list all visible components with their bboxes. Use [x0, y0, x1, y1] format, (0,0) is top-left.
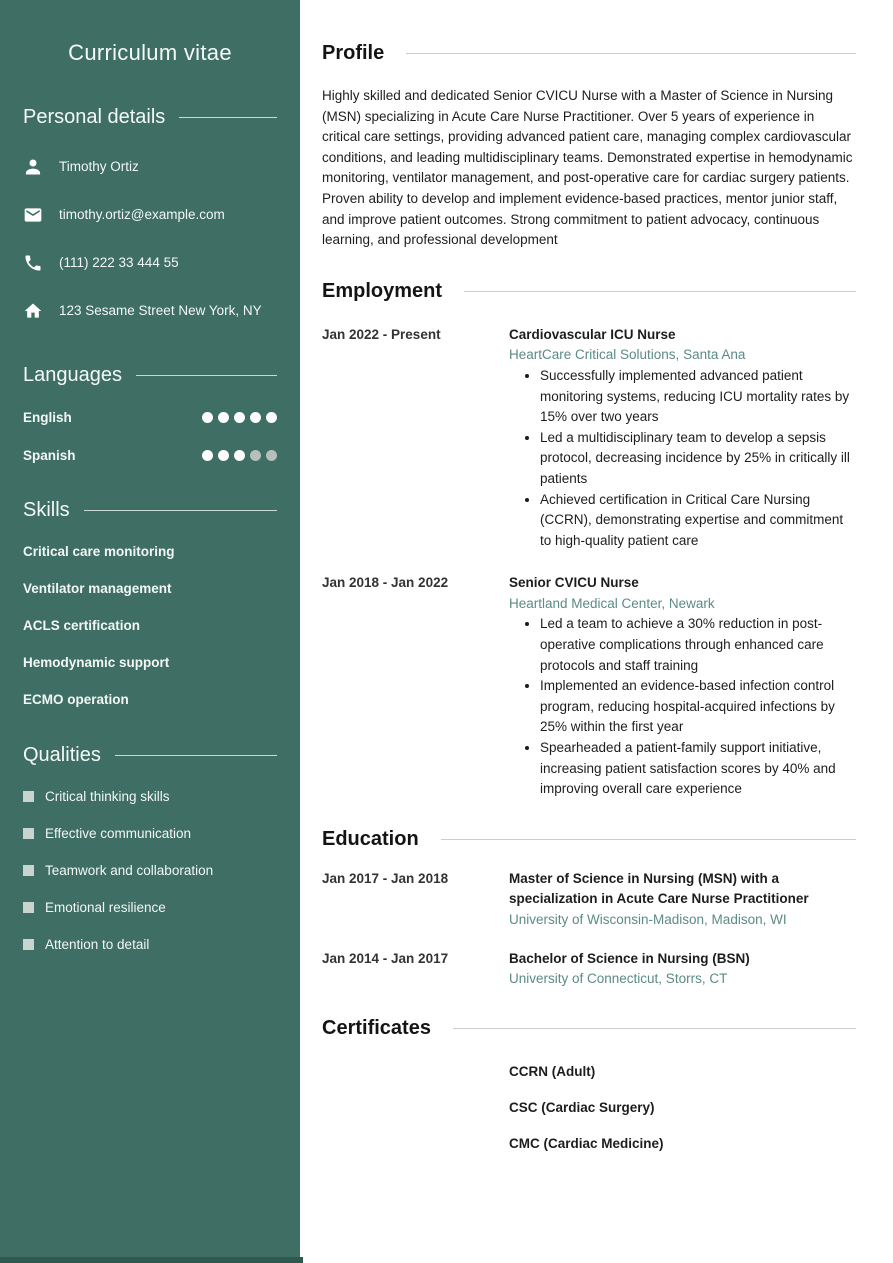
personal-detail-email [23, 205, 277, 225]
education-dates: Jan 2014 - Jan 2017 [322, 950, 449, 966]
skill-item: Critical care monitoring [23, 544, 175, 559]
education-heading-label: Education [322, 827, 419, 850]
skill-item: ACLS certification [23, 618, 141, 633]
education-dates: Jan 2017 - Jan 2018 [322, 870, 449, 886]
profile-heading-label: Profile [322, 42, 385, 64]
certificates-heading-label: Certificates [322, 1016, 431, 1039]
quality-item [23, 826, 277, 841]
main-content [322, 0, 856, 1152]
job-bullet: • Led a multidisciplinary team to develop a sepsis protocol, decreasing incidence by 25% in critically ill patients [540, 428, 856, 490]
cv-title: Curriculum vitae [68, 40, 232, 65]
company-name: HeartCare Critical Solutions, Santa Ana [509, 347, 746, 363]
education-entry-body [509, 869, 856, 931]
certificates-dates-spacer [322, 1040, 509, 1152]
heading-rule [441, 839, 856, 840]
skill-item: Ventilator management [23, 581, 172, 596]
qualities-heading-label: Qualities [23, 744, 101, 766]
home-icon [23, 301, 43, 321]
heading-rule [136, 375, 277, 376]
language-name: Spanish [23, 448, 76, 463]
job-bullet-list [509, 614, 856, 799]
personal-detail-address [23, 301, 277, 321]
certificate-list [509, 1040, 856, 1152]
heading-rule [453, 1028, 856, 1029]
school-name: University of Connecticut, Storrs, CT [509, 971, 728, 987]
square-bullet-icon [23, 828, 34, 839]
personal-detail-phone [23, 253, 277, 273]
language-name: English [23, 410, 72, 425]
employment-dates: Jan 2022 - Present [322, 326, 441, 342]
heading-rule [115, 755, 277, 756]
level-dot [218, 412, 229, 423]
quality-item [23, 900, 277, 915]
skills-heading-label: Skills [23, 499, 70, 521]
personal-details-heading-label: Personal details [23, 106, 166, 128]
personal-detail-text: (111) 222 33 444 55 [59, 255, 179, 270]
certificate-item: CMC (Cardiac Medicine) [509, 1135, 664, 1151]
square-bullet-icon [23, 939, 34, 950]
quality-item [23, 863, 277, 878]
quality-item [23, 937, 277, 952]
employment-entry-body [509, 573, 856, 800]
quality-text: Critical thinking skills [45, 789, 170, 804]
profile-text: Highly skilled and dedicated Senior CVICU Nurse with a Master of Science in Nursing (MSN) specializing in Acute Care Nurse Practitioner. Over 5 years of experience in critical care settings, providing advanced patient care, managing complex cardiovascular conditions, and leading multidisciplinary teams. Demonstrated expertise in hemodynamic monitoring, ventilator management, and post-operative care for cardiac surgery patients. Proven ability to develop and implement evidence-based practices, mentor junior staff, and improve patient outcomes. Strong commitment to patient advocacy, continuous learning, and professional development [322, 88, 853, 248]
degree-title: Bachelor of Science in Nursing (BSN) [509, 950, 750, 966]
level-dot [234, 412, 245, 423]
qualities-heading [23, 744, 277, 767]
level-dot [218, 450, 229, 461]
school-name: University of Wisconsin-Madison, Madison, WI [509, 912, 787, 927]
personal-detail-text: timothy.ortiz@example.com [59, 207, 225, 222]
skills-heading [23, 499, 277, 522]
languages-heading-label: Languages [23, 364, 122, 386]
personal-detail-text: Timothy Ortiz [59, 159, 139, 174]
degree-title: Master of Science in Nursing (MSN) with a specialization in Acute Care Nurse Practitioner [509, 870, 809, 907]
job-bullet: • Led a team to achieve a 30% reduction in post-operative complications through enhanced care protocols and staff training [540, 614, 856, 676]
level-dot [250, 412, 261, 423]
language-level-dots [202, 412, 277, 423]
personal-details-heading [23, 106, 277, 129]
language-row [23, 448, 277, 463]
job-title: Cardiovascular ICU Nurse [509, 326, 676, 342]
job-bullet: • Implemented an evidence-based infection control program, reducing hospital-acquired infections by 25% within the first year [540, 676, 856, 738]
square-bullet-icon [23, 865, 34, 876]
quality-text: Effective communication [45, 826, 192, 841]
quality-item [23, 789, 277, 804]
job-bullet-list [509, 366, 856, 551]
education-heading [322, 828, 856, 851]
heading-rule [464, 291, 856, 292]
job-title: Senior CVICU Nurse [509, 575, 639, 591]
job-bullet: • Successfully implemented advanced patient monitoring systems, reducing ICU mortality rates by 15% over two years [540, 366, 856, 428]
quality-text: Attention to detail [45, 937, 150, 952]
skill-item: ECMO operation [23, 692, 129, 707]
level-dot [266, 412, 277, 423]
square-bullet-icon [23, 791, 34, 802]
employment-entry [322, 325, 856, 552]
sidebar-bottom-strip [0, 1257, 303, 1263]
quality-text: Emotional resilience [45, 900, 166, 915]
education-entry [322, 869, 856, 931]
quality-text: Teamwork and collaboration [45, 863, 214, 878]
heading-rule [406, 53, 856, 54]
level-dot [202, 412, 213, 423]
education-entry [322, 949, 856, 990]
email-icon [23, 205, 43, 225]
level-dot [234, 450, 245, 461]
level-dot [250, 450, 261, 461]
certificates-block [322, 1040, 856, 1152]
level-dot [202, 450, 213, 461]
heading-rule [84, 510, 277, 511]
profile-heading [322, 42, 856, 65]
company-name: Heartland Medical Center, Newark [509, 595, 715, 611]
employment-entry-body [509, 325, 856, 552]
job-bullet: • Spearheaded a patient-family support initiative, increasing patient satisfaction scores by 40% and improving overall care experience [540, 738, 856, 800]
skill-item: Hemodynamic support [23, 655, 170, 670]
employment-entry [322, 573, 856, 800]
employment-heading-label: Employment [322, 279, 443, 302]
certificate-item: CSC (Cardiac Surgery) [509, 1099, 655, 1115]
sidebar [0, 0, 300, 1257]
certificates-heading [322, 1017, 856, 1040]
job-bullet: • Achieved certification in Critical Care Nursing (CCRN), demonstrating expertise and commitment to high-quality patient care [540, 490, 856, 552]
certificate-item: CCRN (Adult) [509, 1063, 596, 1079]
personal-detail-name [23, 157, 277, 177]
phone-icon [23, 253, 43, 273]
level-dot [266, 450, 277, 461]
language-level-dots [202, 450, 277, 461]
personal-detail-text: 123 Sesame Street New York, NY [59, 303, 262, 318]
employment-dates: Jan 2018 - Jan 2022 [322, 575, 449, 591]
education-entry-body [509, 949, 856, 990]
person-icon [23, 157, 43, 177]
employment-heading [322, 280, 856, 303]
square-bullet-icon [23, 902, 34, 913]
languages-heading [23, 364, 277, 387]
language-row [23, 410, 277, 425]
heading-rule [179, 117, 277, 118]
